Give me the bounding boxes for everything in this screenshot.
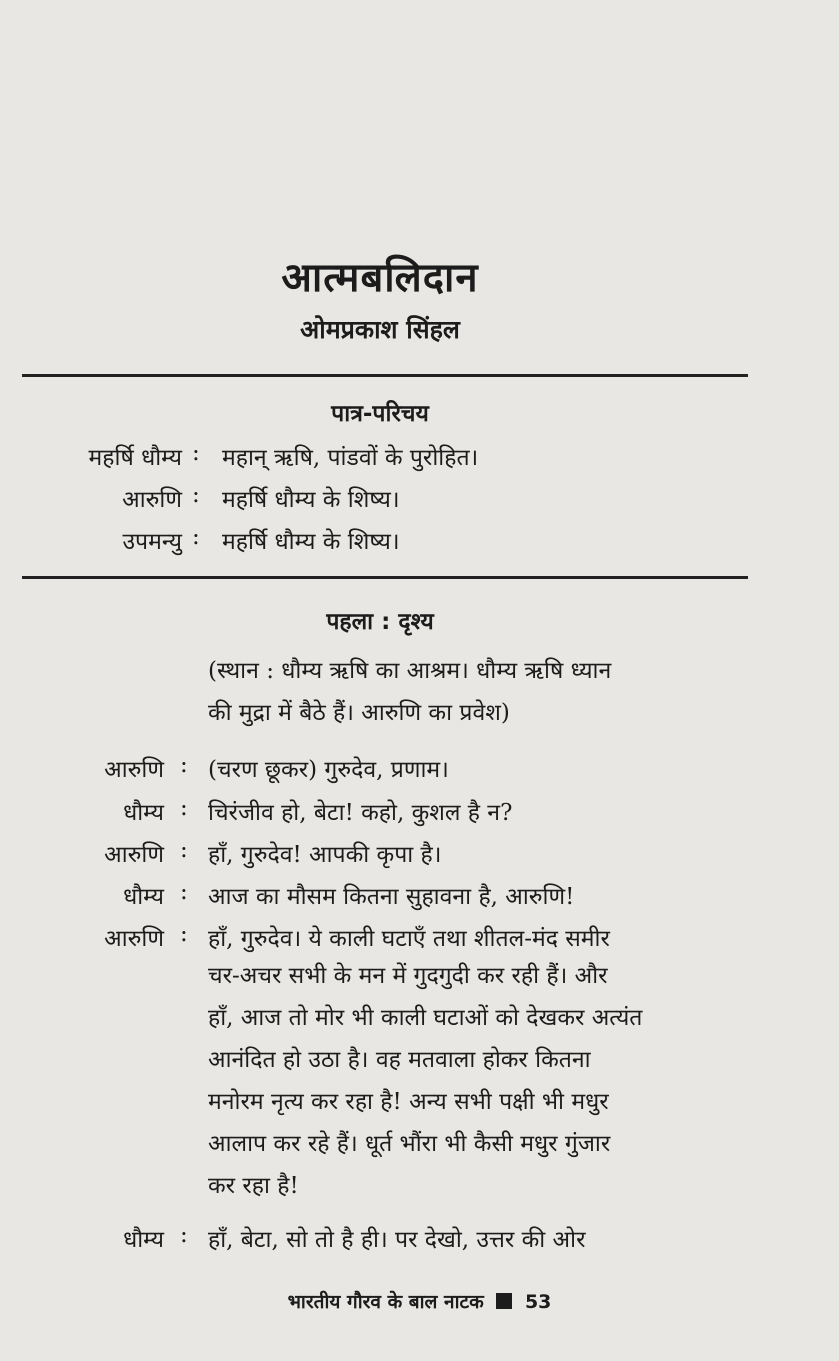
speaker-name: आरुणि (104, 842, 164, 868)
dialogue-colon: : (180, 752, 188, 778)
play-title: आत्मबलिदान (281, 255, 479, 301)
dialogue-line: आनंदित हो उठा है। वह मतवाला होकर कितना (208, 1047, 591, 1073)
cast-name: आरुणि (122, 487, 182, 513)
stage-direction (208, 650, 758, 734)
cast-description: महान् ऋषि, पांडवों के पुरोहित। (222, 445, 479, 471)
cast-colon: : (192, 440, 200, 466)
page-footer (0, 1288, 839, 1314)
book-title: भारतीय गौरव के बाल नाटक (287, 1291, 484, 1313)
dialogue-colon: : (180, 1222, 188, 1248)
scene-heading: पहला : दृश्य (326, 609, 434, 635)
dialogue-text: हाँ, गुरुदेव! आपकी कृपा है। (208, 842, 442, 868)
cast-row (0, 482, 780, 516)
dialogue-continuation (208, 955, 758, 1207)
divider-top (22, 374, 748, 377)
dialogue-line: हाँ, आज तो मोर भी काली घटाओं को देखकर अत्यंत (208, 1005, 643, 1031)
cast-description: महर्षि धौम्य के शिष्य। (222, 487, 400, 513)
cast-heading: पात्र-परिचय (331, 401, 429, 427)
cast-name: महर्षि धौम्य (88, 445, 182, 471)
dialogue-colon: : (180, 879, 188, 905)
dialogue-text: चिरंजीव हो, बेटा! कहो, कुशल है न? (208, 800, 513, 826)
cast-colon: : (192, 482, 200, 508)
speaker-name: आरुणि (104, 926, 164, 952)
divider-bottom (22, 576, 748, 579)
page-number: 53 (524, 1291, 552, 1313)
dialogue-row (0, 837, 780, 873)
cast-row (0, 440, 780, 474)
cast-description: महर्षि धौम्य के शिष्य। (222, 529, 400, 555)
play-author: ओमप्रकाश सिंहल (300, 315, 460, 344)
dialogue-line: मनोरम नृत्य कर रहा है! अन्य सभी पक्षी भी मधुर (208, 1089, 609, 1115)
cast-name: उपमन्यु (122, 529, 182, 555)
cast-row (0, 524, 780, 558)
dialogue-colon: : (180, 921, 188, 947)
dialogue-row (0, 752, 780, 788)
dialogue-row (0, 921, 780, 957)
cast-colon: : (192, 524, 200, 550)
dialogue-text: हाँ, गुरुदेव। ये काली घटाएँ तथा शीतल-मंद समीर (208, 926, 610, 952)
speaker-name: धौम्य (123, 1227, 164, 1253)
stage-direction-line: की मुद्रा में बैठे हैं। आरुणि का प्रवेश) (208, 700, 510, 726)
dialogue-text: आज का मौसम कितना सुहावना है, आरुणि! (208, 884, 575, 910)
speaker-name: आरुणि (104, 757, 164, 783)
dialogue-row (0, 795, 780, 831)
square-bullet-icon (496, 1293, 512, 1309)
dialogue-row (0, 879, 780, 915)
dialogue-line: चर-अचर सभी के मन में गुदगुदी कर रही हैं। और (208, 963, 608, 989)
dialogue-row (0, 1222, 780, 1258)
dialogue-colon: : (180, 837, 188, 863)
stage-direction-line: (स्थान : धौम्य ऋषि का आश्रम। धौम्य ऋषि ध्यान (208, 658, 612, 684)
dialogue-line: आलाप कर रहे हैं। धूर्त भौंरा भी कैसी मधुर गुंजार (208, 1131, 611, 1157)
speaker-name: धौम्य (123, 884, 164, 910)
dialogue-text: हाँ, बेटा, सो तो है ही। पर देखो, उत्तर की ओर (208, 1227, 586, 1253)
dialogue-colon: : (180, 795, 188, 821)
speaker-name: धौम्य (123, 800, 164, 826)
dialogue-text: (चरण छूकर) गुरुदेव, प्रणाम। (208, 757, 449, 783)
dialogue-line: कर रहा है! (208, 1173, 299, 1199)
